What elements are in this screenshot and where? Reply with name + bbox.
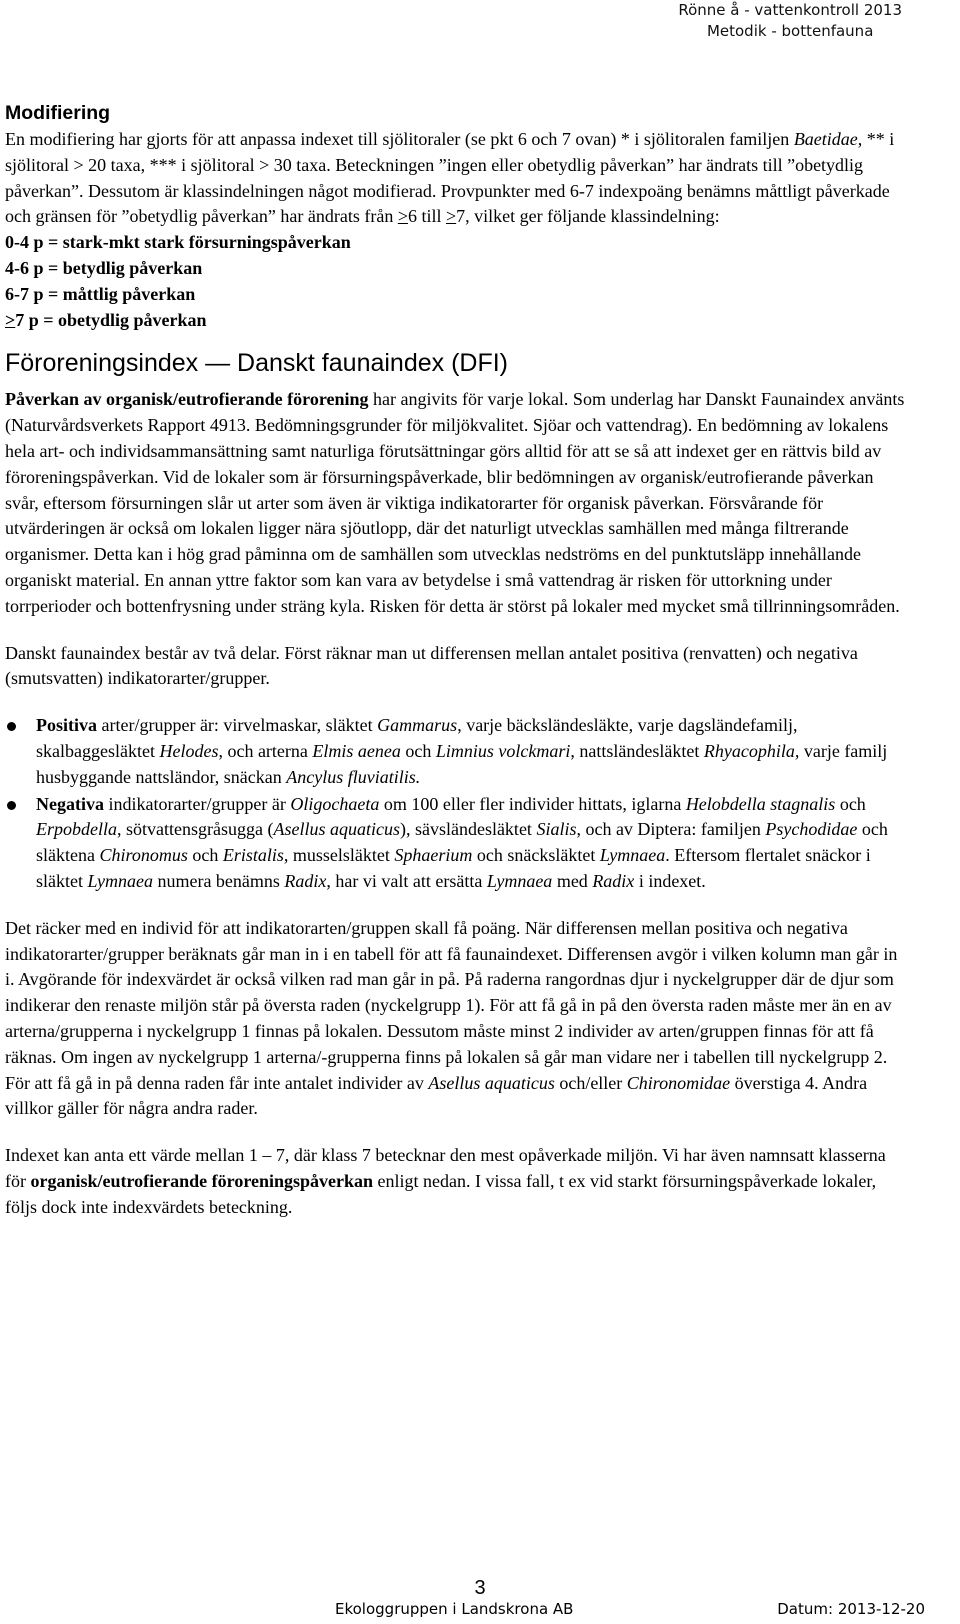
ge-symbol: > xyxy=(397,206,408,227)
text-run: , och av Diptera: familjen xyxy=(576,819,766,840)
taxon-name: Radix xyxy=(284,870,327,891)
text-run: och/eller xyxy=(554,1072,627,1093)
text-run: , har vi valt att ersätta xyxy=(326,870,487,891)
text-run: överstiga 4. Andra villkor gäller för några andra rader. xyxy=(5,1072,868,1119)
list-label: Negativa xyxy=(36,793,104,814)
taxon-name: Ancylus fluviatilis. xyxy=(286,766,421,787)
taxon-name: Eristalis xyxy=(222,845,284,866)
text-run: 7, vilket ger följande klassindelning: xyxy=(456,206,720,227)
taxon-name: Lymnaea xyxy=(486,870,553,891)
class-item: 6-7 p = måttlig påverkan xyxy=(5,283,196,304)
text-run: , musselsläktet xyxy=(283,845,395,866)
text-run: och xyxy=(187,845,223,866)
footer-company: Ekologgruppen i Landskrona AB xyxy=(335,1600,574,1618)
dfi-paragraph-4 xyxy=(5,1143,905,1220)
taxon-name: Sialis xyxy=(536,819,577,840)
footer-date: Datum: 2013-12-20 xyxy=(777,1600,925,1618)
text-run: . Eftersom flertalet snäckor i släktet xyxy=(36,845,871,891)
modifiering-heading: Modifiering xyxy=(5,102,111,124)
taxon-name: Lymnaea xyxy=(87,870,153,891)
text-run: En modifiering har gjorts för att anpassa indexet till sjölitoraler (se pkt 6 och 7 ovan) * i sjölitoralen familjen xyxy=(5,129,794,149)
document-body xyxy=(5,99,905,1220)
indicator-list xyxy=(5,713,905,895)
ge-symbol: > xyxy=(446,206,457,227)
text-run: Det räcker med en individ för att indikatorarten/gruppen skall få poäng. När differensen mellan positiva och negativa indikatorarter/grupper beräknats går man in i en tabell för att få faunaindexet. Differensen avgör i vilken kolumn man går in i. Avgörande för indexvärdet är också vilken rad man går in på. På raderna rangordnas djur i nyckelgrupper där de djur som indikerar den renaste miljön står på översta raden (nyckelgrupp 1). För att få gå in på den översta raden måste mer än en av arterna/grupperna i nyckelgrupp 1 finnas på lokalen. Dessutom måste minst 2 individer av arten/gruppen finnas för att få räknas. Om ingen av nyckelgrupp 1 arterna/-grupperna finns på lokalen så går man vidare ner i tabellen till nyckelgrupp 2. För att få gå in på denna raden får inte antalet individer av xyxy=(5,917,898,1093)
text-run: , ** i sjölitoral > 20 taxa, *** i sjölitoral > 30 taxa. Beteckningen ”ingen eller obetydlig påverkan” har ändrats till ”obetydlig påverkan”. Dessutom är klassindelningen något modifierad. Provpunkter med 6-7 indexpoäng benämns måttligt påverkade och gränsen för ”obetydlig påverkan” har ändrats från xyxy=(5,129,895,227)
ge-symbol: > xyxy=(5,309,16,330)
text-run: med xyxy=(552,870,593,891)
text-run: om 100 eller fler individer hittats, iglarna xyxy=(379,793,686,814)
text-run: Indexet kan anta ett värde mellan 1 – 7, där klass 7 betecknar den mest opåverkade miljön. Vi har även namnsatt klasserna för xyxy=(5,1145,886,1191)
text-run: , sötvattensgråsugga ( xyxy=(117,819,274,840)
taxon-name: Psychodidae xyxy=(765,819,858,840)
taxon-name: Rhyacophila, xyxy=(703,740,800,761)
text-run: ), sävsländesläktet xyxy=(399,819,537,840)
text-run: har angivits för varje lokal. Som underlag har Danskt Faunaindex använts (Naturvårdsverkets Rapport 4913. Bedömningsgrunder för miljökvalitet. Sjöar och vattendrag). En bedömning av lokalens hela art- och individsammansättning samt naturliga förutsättningar görs alltid för att se så att indexet ger en rättvis bild av föroreningspåverkan. Vid de lokaler som är försurningspåverkade, blir bedömningen av organisk/eutrofierande påverkan svår, eftersom försurningen slår ut arter som även är viktiga indikatorarter för organisk påverkan. Försvårande för utvärderingen är också om lokalen ligger nära sjöutlopp, där det naturligt utvecklas samhällen med många filtrerande organismer. Detta kan i hög grad påminna om de samhällen som utvecklas nedströms en del punktutsläpp innehållande organiskt material. En annan yttre faktor som kan vara av betydelse i små vattendrag är risken för uttorkning under torrperioder och bottenfrysning under sträng kyla. Risken för detta är störst på lokaler med mycket små tillrinningsområden. xyxy=(5,389,905,616)
taxon-name: Chironomidae xyxy=(626,1072,731,1093)
header-title: Rönne å - vattenkontroll 2013 xyxy=(678,1,902,19)
bullet-icon xyxy=(7,722,16,731)
class-item: 4-6 p = betydlig påverkan xyxy=(5,257,203,278)
taxon-name: Limnius volckmari xyxy=(435,740,571,761)
taxon-name: Asellus aquaticus xyxy=(273,819,400,840)
modifiering-paragraph xyxy=(5,127,905,230)
dfi-paragraph-2: Danskt faunaindex består av två delar. Först räknar man ut differensen mellan antalet positiva (renvatten) och negativa (smutsvatten) indikatorarter/grupper. xyxy=(5,642,858,689)
dfi-paragraph-3 xyxy=(5,916,905,1122)
list-item-negativa xyxy=(5,792,905,895)
bold-term: organisk/eutrofierande föroreningspåverkan xyxy=(30,1170,374,1191)
text-run: 7 p = obetydlig påverkan xyxy=(15,309,207,330)
dfi-paragraph-1 xyxy=(5,387,905,619)
text-run: numera benämns xyxy=(152,870,285,891)
taxon-name: Sphaerium xyxy=(394,845,473,866)
taxon-name: Elmis aenea xyxy=(312,740,401,761)
taxon-name: Helobdella stagnalis xyxy=(685,793,836,814)
text-run: enligt nedan. I vissa fall, t ex vid starkt försurningspåverkade lokaler, följs dock inte indexvärdets beteckning. xyxy=(5,1170,877,1217)
text-run: och snäcksläktet xyxy=(472,845,600,866)
text-run: och xyxy=(400,740,436,761)
class-item xyxy=(5,308,905,334)
list-label: Positiva xyxy=(36,715,97,736)
taxon-name: Oligochaeta xyxy=(290,793,380,814)
text-run: och släktena xyxy=(36,819,888,866)
page-header xyxy=(678,0,902,42)
text-run: varje familj husbyggande nattsländor, snäckan xyxy=(36,740,888,787)
page-number: 3 xyxy=(474,1577,486,1599)
bold-term: Påverkan av organisk/eutrofierande förorening xyxy=(5,389,369,410)
text-run: i indexet. xyxy=(634,870,706,891)
taxon-name: Lymnaea xyxy=(599,845,666,866)
text-run: arter/grupper är: virvelmaskar, släktet xyxy=(97,715,378,736)
header-subtitle: Metodik - bottenfauna xyxy=(706,22,874,40)
taxon-name: Radix xyxy=(592,870,635,891)
text-run: , nattsländesläktet xyxy=(570,740,704,761)
taxon-name: Gammarus xyxy=(377,715,458,736)
text-run: 6 till xyxy=(407,206,446,227)
class-item: 0-4 p = stark-mkt stark försurningspåverkan xyxy=(5,232,351,253)
dfi-heading: Föroreningsindex — Danskt faunaindex (DFI) xyxy=(5,349,509,378)
text-run: , och arterna xyxy=(218,740,313,761)
text-run: och xyxy=(835,793,866,814)
text-run: , varje bäcksländesläkte, varje dagsländefamilj, skalbaggesläktet xyxy=(36,715,798,761)
list-item-positiva xyxy=(5,713,905,790)
taxon-name: Chironomus xyxy=(99,845,188,866)
taxon-name: Baetidae xyxy=(793,129,858,149)
taxon-name: Helodes xyxy=(159,740,219,761)
bullet-icon xyxy=(7,801,16,810)
taxon-name: Erpobdella xyxy=(36,819,117,840)
taxon-name: Asellus aquaticus xyxy=(428,1072,555,1093)
text-run: indikatorarter/grupper är xyxy=(103,793,291,814)
